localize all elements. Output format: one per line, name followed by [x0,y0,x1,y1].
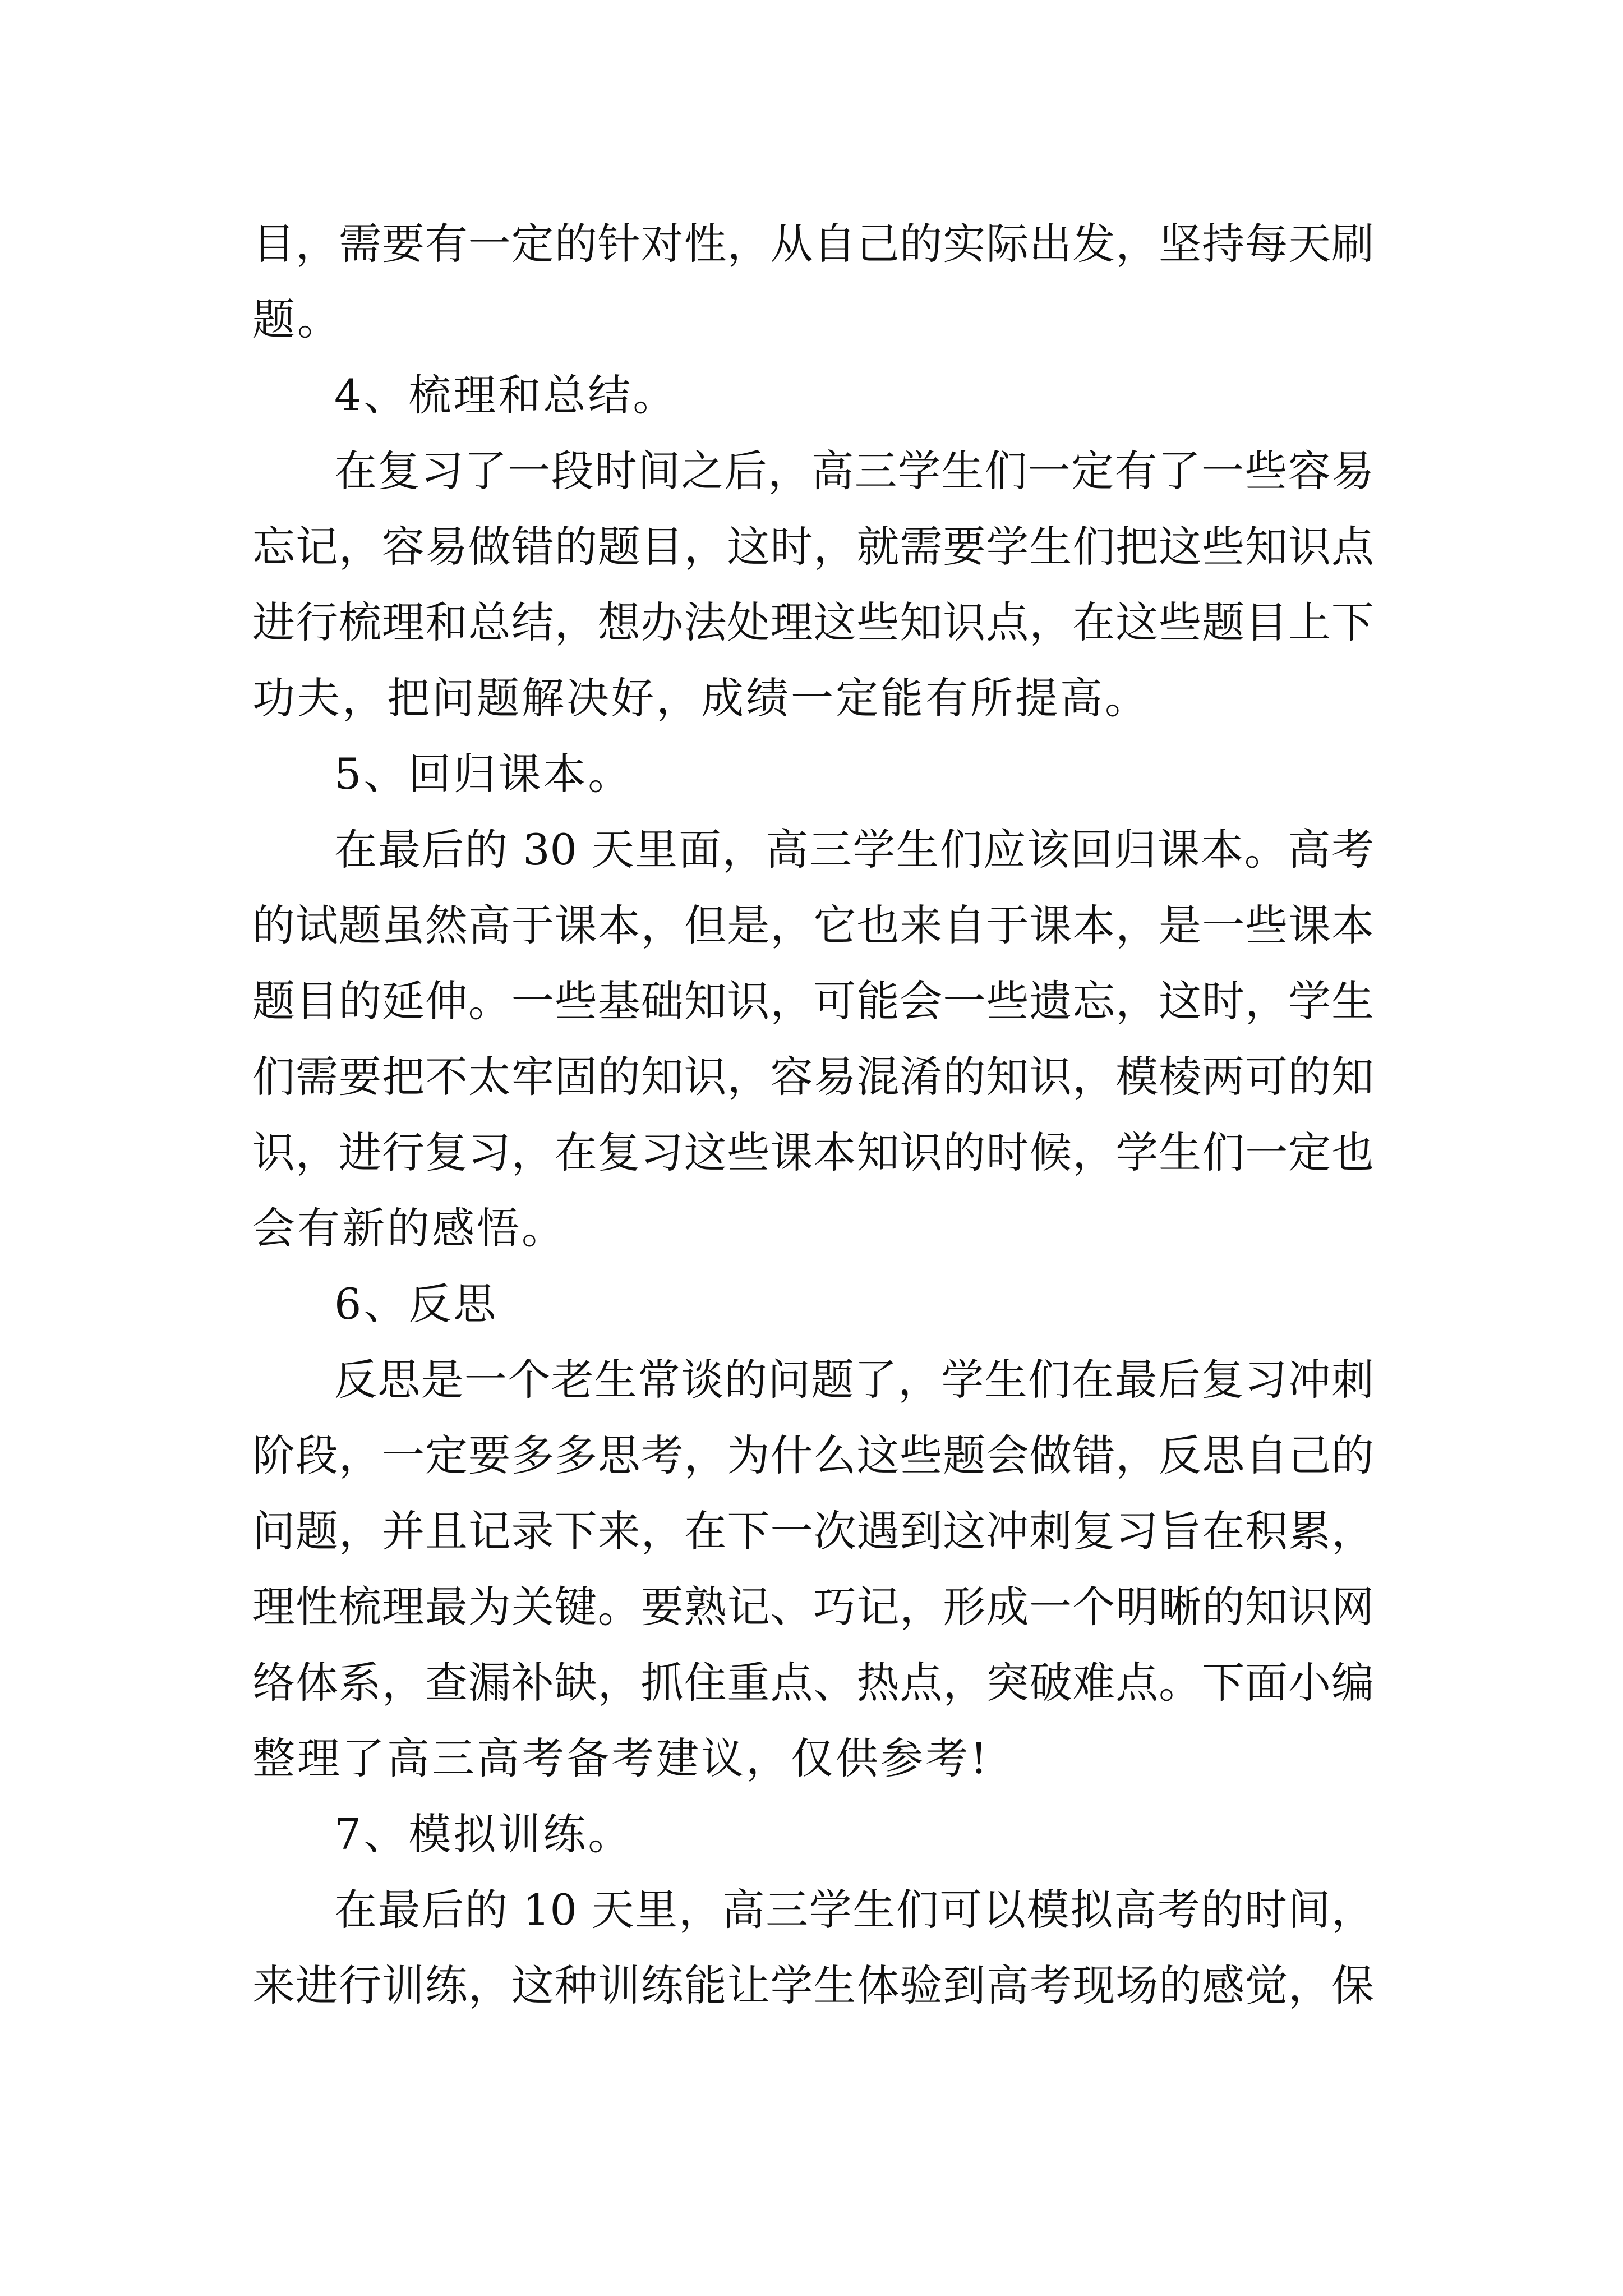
paragraph-line: 识，进行复习，在复习这些课本知识的时候，学生们一定也 [252,1128,1374,1177]
paragraph-line: 在最后的 30 天里面，高三学生们应该回归课本。高考 [334,825,1374,875]
paragraph-line: 阶段，一定要多多思考，为什么这些题会做错，反思自己的 [252,1430,1374,1480]
paragraph-line: 题。 [252,295,342,344]
section-heading: 5、回归课本。 [334,749,633,799]
paragraph-line: 忘记，容易做错的题目，这时，就需要学生们把这些知识点 [252,522,1374,572]
paragraph-line: 络体系，查漏补缺，抓住重点、热点，突破难点。下面小编 [252,1658,1374,1708]
paragraph-line: 来进行训练，这种训练能让学生体验到高考现场的感觉，保 [252,1961,1374,2010]
paragraph-line: 在复习了一段时间之后，高三学生们一定有了一些容易 [334,446,1374,496]
paragraph-line: 反思是一个老生常谈的问题了，学生们在最后复习冲刺 [334,1355,1374,1405]
section-heading: 6、反思 [334,1279,499,1329]
paragraph-line: 会有新的感悟。 [252,1203,566,1253]
section-heading: 4、梳理和总结。 [334,370,678,420]
paragraph-line: 在最后的 10 天里，高三学生们可以模拟高考的时间， [334,1885,1374,1935]
paragraph-line: 整理了高三高考备考建议，仅供参考! [252,1733,990,1783]
paragraph-line: 目，需要有一定的针对性，从自己的实际出发，坚持每天刷 [252,219,1374,269]
paragraph-line: 进行梳理和总结，想办法处理这些知识点，在这些题目上下 [252,597,1374,647]
paragraph-line: 功夫，把问题解决好，成绩一定能有所提高。 [252,673,1150,723]
paragraph-line: 理性梳理最为关键。要熟记、巧记，形成一个明晰的知识网 [252,1582,1374,1632]
paragraph-line: 的试题虽然高于课本，但是，它也来自于课本，是一些课本 [252,900,1374,950]
paragraph-line: 们需要把不太牢固的知识，容易混淆的知识，模棱两可的知 [252,1052,1374,1102]
paragraph-line: 问题，并且记录下来，在下一次遇到这冲刺复习旨在积累， [252,1506,1374,1556]
section-heading: 7、模拟训练。 [334,1809,633,1859]
paragraph-line: 题目的延伸。一些基础知识，可能会一些遗忘，这时，学生 [252,976,1374,1026]
